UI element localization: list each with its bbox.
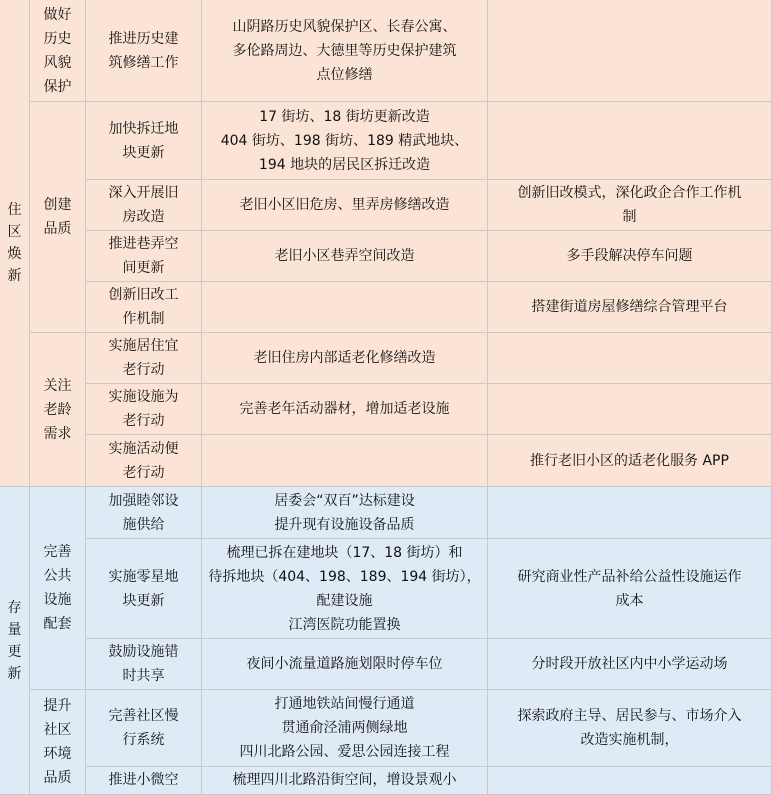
content-cell [202, 282, 488, 333]
text-line: 鼓励设施错 [108, 644, 179, 660]
task-text [109, 117, 179, 165]
text-line: 山阴路历史风貌保护区、长春公寓、 [232, 18, 457, 35]
section-cell-zhuqu [0, 0, 30, 487]
group-cell [30, 690, 86, 795]
task-text [109, 27, 179, 75]
text-line: 194 地块的居民区拆迁改造 [258, 156, 431, 173]
text-line: 加快拆迁地 [108, 120, 179, 137]
text-line: 实施零星地 [108, 568, 179, 585]
group-label [44, 374, 72, 446]
task-text [109, 385, 179, 433]
content-cell [202, 639, 488, 690]
text-line: 创新旧改工 [108, 287, 179, 303]
text-line: 创新旧改模式，深化政企合作工作机 [517, 185, 742, 201]
task-text [109, 283, 179, 331]
mechanism-cell [488, 102, 772, 180]
task-text [109, 640, 179, 688]
task-text [109, 704, 179, 752]
text-line: 公共 [43, 568, 72, 584]
task-cell [86, 384, 202, 435]
text-line: 需求 [43, 425, 72, 442]
text-line: 社区 [43, 722, 72, 738]
mechanism-cell [488, 690, 772, 767]
text-line: 推进巷弄空 [108, 236, 179, 252]
text-line: 探索政府主导、居民参与、市场介入 [517, 708, 742, 724]
text-line: 梳理四川北路沿街空间，增设景观小 [232, 772, 457, 788]
mechanism-text [518, 565, 742, 613]
task-text [109, 489, 179, 537]
task-text [109, 768, 179, 792]
text-line: 推进历史建 [108, 30, 179, 47]
text-line: 配建设施 [316, 592, 373, 609]
text-line: 块更新 [122, 144, 165, 161]
task-cell [86, 282, 202, 333]
mechanism-cell [488, 0, 772, 102]
text-line: 块更新 [122, 592, 165, 609]
group-label [44, 3, 72, 99]
group-label [44, 193, 72, 241]
text-line: 老旧小区巷弄空间改造 [274, 248, 415, 264]
content-cell [202, 435, 488, 487]
task-cell [86, 0, 202, 102]
text-line: 创建 [43, 197, 72, 213]
task-cell [86, 539, 202, 639]
content-text [254, 346, 436, 370]
text-line: 时共享 [122, 668, 165, 684]
text-line: 设施 [43, 592, 72, 608]
text-line: 老旧小区旧危房、里弄房修缮改造 [239, 197, 450, 213]
text-line: 实施活动便 [108, 440, 179, 457]
mechanism-cell [488, 487, 772, 539]
text-line: 加强睦邻设 [108, 492, 179, 509]
text-line: 点位修缮 [316, 66, 373, 83]
content-cell [202, 333, 488, 384]
task-text [109, 437, 179, 485]
text-line: 筑修缮工作 [108, 54, 179, 71]
mechanism-cell [488, 231, 772, 282]
text-line: 梳理已拆在建地块（17、18 街坊）和 [226, 544, 463, 561]
text-line: 作机制 [122, 311, 165, 327]
content-cell [202, 539, 488, 639]
text-line: 完善老年活动器材，增加适老设施 [239, 401, 450, 417]
task-cell [86, 690, 202, 767]
text-line: 老龄 [43, 401, 72, 418]
text-line: 推行老旧小区的适老化服务 APP [530, 452, 729, 469]
text-line: 历史 [43, 30, 72, 47]
text-line: 配套 [43, 616, 72, 632]
content-text [233, 768, 457, 792]
mechanism-cell [488, 282, 772, 333]
text-line: 待拆地块（404、198、189、194 街坊）， [208, 568, 481, 585]
text-line: 改造实施机制， [580, 732, 679, 748]
text-line: 施供给 [122, 516, 165, 533]
content-text [233, 15, 457, 87]
content-text [275, 244, 415, 268]
group-cell [30, 487, 86, 690]
text-line: 保护 [43, 78, 72, 95]
text-line: 研究商业性产品补给公益性设施运作 [517, 568, 742, 585]
content-cell [202, 384, 488, 435]
mechanism-text [518, 181, 742, 229]
text-line: 江湾医院功能置换 [288, 616, 401, 633]
mechanism-text [530, 449, 729, 473]
text-line: 多伦路周边、大德里等历史保护建筑 [232, 42, 457, 59]
text-line: 行系统 [122, 732, 165, 748]
text-line: 提升 [43, 698, 72, 714]
text-line: 环境 [43, 746, 72, 762]
group-label [44, 540, 72, 636]
text-line: 分时段开放社区内中小学运动场 [531, 656, 728, 672]
mechanism-cell [488, 639, 772, 690]
text-line: 房改造 [122, 209, 165, 225]
text-line: 实施居住宜 [108, 338, 179, 354]
task-text [109, 334, 179, 382]
group-cell [30, 333, 86, 487]
text-line: 老旧住房内部适老化修缮改造 [253, 350, 436, 366]
text-line: 完善社区慢 [108, 708, 179, 724]
task-cell [86, 102, 202, 180]
text-line: 关注 [43, 377, 72, 394]
text-line: 深入开展旧 [108, 185, 179, 201]
content-cell [202, 767, 488, 795]
content-text [240, 692, 450, 764]
task-cell [86, 639, 202, 690]
mechanism-text [567, 244, 693, 268]
text-line: 17 街坊、18 街坊更新改造 [259, 108, 430, 125]
mechanism-cell [488, 180, 772, 231]
content-text [247, 652, 443, 676]
task-cell [86, 180, 202, 231]
text-line: 夜间小流量道路施划限时停车位 [246, 656, 443, 672]
task-cell [86, 767, 202, 795]
mechanism-cell [488, 539, 772, 639]
text-line: 间更新 [122, 260, 165, 276]
content-cell [202, 180, 488, 231]
task-text [109, 565, 179, 613]
text-line: 居委会“双百”达标建设 [274, 492, 415, 509]
text-line: 风貌 [43, 54, 72, 71]
mechanism-text [518, 704, 742, 752]
content-text [274, 489, 415, 537]
text-line: 四川北路公园、爱思公园连接工程 [239, 744, 450, 760]
text-line: 老行动 [122, 464, 165, 481]
content-cell [202, 0, 488, 102]
section-cell-cunliang [0, 487, 30, 795]
mechanism-cell [488, 767, 772, 795]
mechanism-text [532, 295, 728, 319]
task-text [109, 232, 179, 280]
mechanism-text [532, 652, 728, 676]
task-cell [86, 231, 202, 282]
section-label: 存量更新 [7, 599, 22, 682]
content-text [240, 193, 450, 217]
text-line: 实施设施为 [108, 389, 179, 405]
text-line: 多手段解决停车问题 [566, 248, 693, 264]
text-line: 推进小微空 [108, 772, 179, 788]
text-line: 做好 [43, 6, 72, 23]
mechanism-cell [488, 384, 772, 435]
task-cell [86, 435, 202, 487]
content-cell [202, 487, 488, 539]
mechanism-cell [488, 435, 772, 487]
text-line: 老行动 [122, 413, 165, 429]
group-label [44, 694, 72, 790]
task-cell [86, 487, 202, 539]
mechanism-cell [488, 333, 772, 384]
text-line: 提升现有设施设备品质 [274, 516, 415, 533]
text-line: 404 街坊、198 街坊、189 精武地块、 [220, 132, 469, 149]
text-line: 打通地铁站间慢行通道 [274, 696, 415, 712]
content-text [240, 397, 450, 421]
text-line: 品质 [43, 221, 72, 237]
group-cell [30, 102, 86, 333]
content-cell [202, 231, 488, 282]
text-line: 制 [622, 209, 637, 225]
section-label: 住区焕新 [7, 202, 22, 284]
text-line: 老行动 [122, 362, 165, 378]
content-text [221, 105, 469, 177]
text-line: 搭建街道房屋修缮综合管理平台 [531, 299, 728, 315]
text-line: 贯通俞泾浦两侧绿地 [281, 720, 408, 736]
text-line: 品质 [43, 770, 72, 786]
content-cell [202, 102, 488, 180]
text-line: 完善 [43, 544, 72, 560]
content-text [208, 541, 480, 637]
task-text [109, 181, 179, 229]
content-cell [202, 690, 488, 767]
task-cell [86, 333, 202, 384]
group-cell [30, 0, 86, 102]
text-line: 成本 [615, 592, 644, 609]
